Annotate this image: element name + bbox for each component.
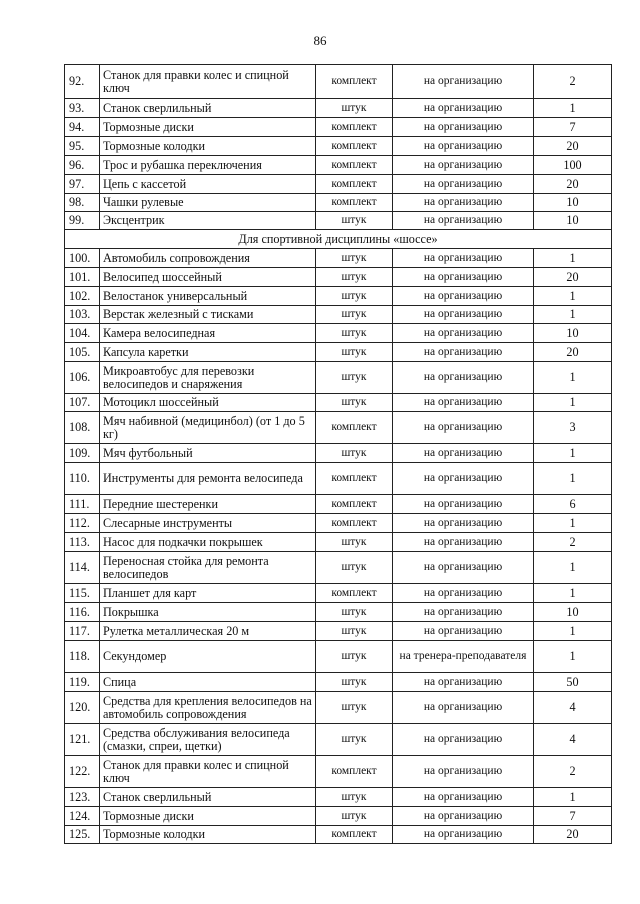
row-number: 94.: [65, 118, 100, 137]
quantity: 100: [534, 156, 612, 175]
unit-of-measure: штук: [316, 622, 393, 641]
calculation-basis: на организацию: [393, 495, 534, 514]
item-name: Тормозные диски: [100, 118, 316, 137]
quantity: 1: [534, 622, 612, 641]
table-row: [65, 99, 612, 118]
calculation-basis: на организацию: [393, 622, 534, 641]
unit-of-measure: штук: [316, 673, 393, 692]
unit-of-measure: комплект: [316, 412, 393, 444]
item-name: Мяч футбольный: [100, 444, 316, 463]
unit-of-measure: комплект: [316, 826, 393, 844]
quantity: 1: [534, 552, 612, 584]
table-row: [65, 194, 612, 212]
equipment-table: [64, 64, 612, 844]
quantity: 20: [534, 137, 612, 156]
item-name: Станок сверлильный: [100, 99, 316, 118]
row-number: 110.: [65, 463, 100, 495]
row-number: 114.: [65, 552, 100, 584]
calculation-basis: на организацию: [393, 603, 534, 622]
calculation-basis: на организацию: [393, 463, 534, 495]
row-number: 121.: [65, 724, 100, 756]
quantity: 20: [534, 268, 612, 287]
table-row: [65, 137, 612, 156]
row-number: 101.: [65, 268, 100, 287]
calculation-basis: на организацию: [393, 533, 534, 552]
item-name: Тормозные колодки: [100, 137, 316, 156]
quantity: 20: [534, 826, 612, 844]
calculation-basis: на организацию: [393, 692, 534, 724]
unit-of-measure: комплект: [316, 495, 393, 514]
unit-of-measure: комплект: [316, 118, 393, 137]
row-number: 112.: [65, 514, 100, 533]
row-number: 122.: [65, 756, 100, 788]
unit-of-measure: комплект: [316, 156, 393, 175]
row-number: 102.: [65, 287, 100, 306]
table-row: [65, 412, 612, 444]
quantity: 1: [534, 306, 612, 324]
unit-of-measure: штук: [316, 212, 393, 230]
unit-of-measure: штук: [316, 641, 393, 673]
item-name: Насос для подкачки покрышек: [100, 533, 316, 552]
row-number: 124.: [65, 807, 100, 826]
quantity: 2: [534, 65, 612, 99]
row-number: 109.: [65, 444, 100, 463]
unit-of-measure: комплект: [316, 65, 393, 99]
table-row: [65, 533, 612, 552]
table-row: [65, 268, 612, 287]
table-row: [65, 306, 612, 324]
quantity: 10: [534, 324, 612, 343]
item-name: Чашки рулевые: [100, 194, 316, 212]
row-number: 120.: [65, 692, 100, 724]
row-number: 98.: [65, 194, 100, 212]
item-name: Капсула каретки: [100, 343, 316, 362]
calculation-basis: на организацию: [393, 156, 534, 175]
item-name: Станок для правки колес и спицной ключ: [100, 65, 316, 99]
quantity: 1: [534, 514, 612, 533]
quantity: 1: [534, 584, 612, 603]
calculation-basis: на организацию: [393, 584, 534, 603]
row-number: 118.: [65, 641, 100, 673]
row-number: 97.: [65, 175, 100, 194]
table-row: [65, 641, 612, 673]
unit-of-measure: штук: [316, 249, 393, 268]
unit-of-measure: штук: [316, 603, 393, 622]
table-row: [65, 603, 612, 622]
item-name: Покрышка: [100, 603, 316, 622]
unit-of-measure: комплект: [316, 756, 393, 788]
calculation-basis: на организацию: [393, 343, 534, 362]
item-name: Секундомер: [100, 641, 316, 673]
quantity: 1: [534, 641, 612, 673]
quantity: 10: [534, 212, 612, 230]
table-row: [65, 756, 612, 788]
calculation-basis: на организацию: [393, 444, 534, 463]
row-number: 93.: [65, 99, 100, 118]
unit-of-measure: комплект: [316, 175, 393, 194]
item-name: Передние шестеренки: [100, 495, 316, 514]
item-name: Мотоцикл шоссейный: [100, 394, 316, 412]
unit-of-measure: штук: [316, 268, 393, 287]
calculation-basis: на организацию: [393, 673, 534, 692]
calculation-basis: на организацию: [393, 724, 534, 756]
item-name: Верстак железный с тисками: [100, 306, 316, 324]
row-number: 116.: [65, 603, 100, 622]
quantity: 1: [534, 788, 612, 807]
table-row: [65, 673, 612, 692]
table-row: [65, 788, 612, 807]
quantity: 1: [534, 249, 612, 268]
calculation-basis: на организацию: [393, 324, 534, 343]
item-name: Слесарные инструменты: [100, 514, 316, 533]
table-row: [65, 584, 612, 603]
table-row: [65, 463, 612, 495]
item-name: Спица: [100, 673, 316, 692]
calculation-basis: на тренера-преподавателя: [393, 641, 534, 673]
quantity: 1: [534, 362, 612, 394]
table-row: [65, 826, 612, 844]
calculation-basis: на организацию: [393, 306, 534, 324]
unit-of-measure: штук: [316, 724, 393, 756]
quantity: 2: [534, 756, 612, 788]
row-number: 105.: [65, 343, 100, 362]
unit-of-measure: штук: [316, 324, 393, 343]
quantity: 1: [534, 99, 612, 118]
item-name: Тормозные колодки: [100, 826, 316, 844]
calculation-basis: на организацию: [393, 362, 534, 394]
calculation-basis: на организацию: [393, 394, 534, 412]
calculation-basis: на организацию: [393, 552, 534, 584]
table-row: [65, 343, 612, 362]
item-name: Планшет для карт: [100, 584, 316, 603]
unit-of-measure: штук: [316, 287, 393, 306]
row-number: 115.: [65, 584, 100, 603]
calculation-basis: на организацию: [393, 412, 534, 444]
table-row: [65, 175, 612, 194]
quantity: 1: [534, 287, 612, 306]
row-number: 95.: [65, 137, 100, 156]
item-name: Велосипед шоссейный: [100, 268, 316, 287]
calculation-basis: на организацию: [393, 118, 534, 137]
table-row: [65, 394, 612, 412]
quantity: 20: [534, 343, 612, 362]
quantity: 3: [534, 412, 612, 444]
unit-of-measure: комплект: [316, 584, 393, 603]
table-row: [65, 156, 612, 175]
unit-of-measure: штук: [316, 362, 393, 394]
item-name: Станок сверлильный: [100, 788, 316, 807]
calculation-basis: на организацию: [393, 65, 534, 99]
table-row: [65, 552, 612, 584]
calculation-basis: на организацию: [393, 175, 534, 194]
unit-of-measure: штук: [316, 692, 393, 724]
item-name: Средства для крепления велосипедов на автомобиль сопровождения: [100, 692, 316, 724]
unit-of-measure: штук: [316, 807, 393, 826]
row-number: 117.: [65, 622, 100, 641]
table-row: [65, 622, 612, 641]
row-number: 104.: [65, 324, 100, 343]
quantity: 4: [534, 692, 612, 724]
item-name: Рулетка металлическая 20 м: [100, 622, 316, 641]
table-row: [65, 212, 612, 230]
table-row: [65, 444, 612, 463]
section-title: Для спортивной дисциплины «шоссе»: [65, 230, 612, 249]
table-body: [65, 65, 612, 844]
row-number: 113.: [65, 533, 100, 552]
item-name: Камера велосипедная: [100, 324, 316, 343]
item-name: Эксцентрик: [100, 212, 316, 230]
calculation-basis: на организацию: [393, 99, 534, 118]
calculation-basis: на организацию: [393, 249, 534, 268]
calculation-basis: на организацию: [393, 137, 534, 156]
unit-of-measure: штук: [316, 306, 393, 324]
calculation-basis: на организацию: [393, 514, 534, 533]
calculation-basis: на организацию: [393, 756, 534, 788]
row-number: 107.: [65, 394, 100, 412]
unit-of-measure: штук: [316, 788, 393, 807]
row-number: 96.: [65, 156, 100, 175]
table-row: [65, 807, 612, 826]
unit-of-measure: штук: [316, 99, 393, 118]
calculation-basis: на организацию: [393, 807, 534, 826]
row-number: 111.: [65, 495, 100, 514]
calculation-basis: на организацию: [393, 287, 534, 306]
unit-of-measure: комплект: [316, 514, 393, 533]
item-name: Цепь с кассетой: [100, 175, 316, 194]
item-name: Автомобиль сопровождения: [100, 249, 316, 268]
quantity: 20: [534, 175, 612, 194]
quantity: 1: [534, 463, 612, 495]
row-number: 108.: [65, 412, 100, 444]
row-number: 103.: [65, 306, 100, 324]
item-name: Станок для правки колес и спицной ключ: [100, 756, 316, 788]
unit-of-measure: комплект: [316, 194, 393, 212]
table-row: [65, 118, 612, 137]
section-header-row: [65, 230, 612, 249]
calculation-basis: на организацию: [393, 268, 534, 287]
unit-of-measure: штук: [316, 533, 393, 552]
item-name: Средства обслуживания велосипеда (смазки, спреи, щетки): [100, 724, 316, 756]
page-number: 86: [313, 33, 327, 48]
quantity: 10: [534, 194, 612, 212]
item-name: Велостанок универсальный: [100, 287, 316, 306]
quantity: 7: [534, 118, 612, 137]
item-name: Инструменты для ремонта велосипеда: [100, 463, 316, 495]
unit-of-measure: штук: [316, 444, 393, 463]
table-row: [65, 249, 612, 268]
quantity: 4: [534, 724, 612, 756]
row-number: 100.: [65, 249, 100, 268]
quantity: 50: [534, 673, 612, 692]
row-number: 125.: [65, 826, 100, 844]
row-number: 106.: [65, 362, 100, 394]
item-name: Тормозные диски: [100, 807, 316, 826]
table-row: [65, 65, 612, 99]
quantity: 1: [534, 394, 612, 412]
item-name: Мяч набивной (медицинбол) (от 1 до 5 кг): [100, 412, 316, 444]
table-row: [65, 287, 612, 306]
quantity: 7: [534, 807, 612, 826]
unit-of-measure: комплект: [316, 463, 393, 495]
item-name: Переносная стойка для ремонта велосипедов: [100, 552, 316, 584]
quantity: 2: [534, 533, 612, 552]
table-row: [65, 724, 612, 756]
item-name: Трос и рубашка переключения: [100, 156, 316, 175]
calculation-basis: на организацию: [393, 194, 534, 212]
table-row: [65, 495, 612, 514]
calculation-basis: на организацию: [393, 788, 534, 807]
item-name: Микроавтобус для перевозки велосипедов и снаряжения: [100, 362, 316, 394]
quantity: 10: [534, 603, 612, 622]
table-row: [65, 692, 612, 724]
row-number: 123.: [65, 788, 100, 807]
table-row: [65, 324, 612, 343]
unit-of-measure: штук: [316, 552, 393, 584]
calculation-basis: на организацию: [393, 212, 534, 230]
calculation-basis: на организацию: [393, 826, 534, 844]
unit-of-measure: штук: [316, 394, 393, 412]
quantity: 6: [534, 495, 612, 514]
row-number: 99.: [65, 212, 100, 230]
unit-of-measure: комплект: [316, 137, 393, 156]
table-row: [65, 362, 612, 394]
quantity: 1: [534, 444, 612, 463]
row-number: 92.: [65, 65, 100, 99]
row-number: 119.: [65, 673, 100, 692]
table-row: [65, 514, 612, 533]
unit-of-measure: штук: [316, 343, 393, 362]
